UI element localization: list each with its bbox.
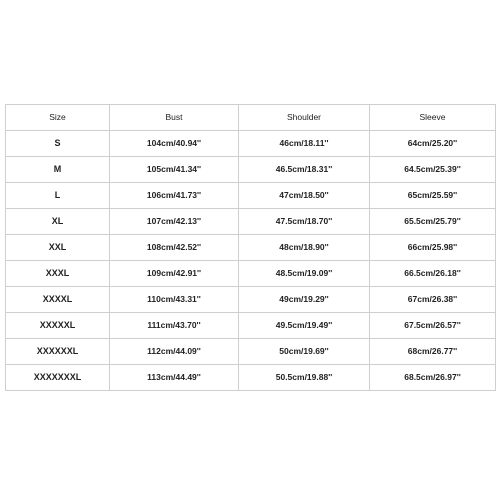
shoulder-cell: 49cm/19.29'' bbox=[239, 287, 370, 313]
table-row bbox=[6, 339, 496, 365]
size-chart-header bbox=[6, 105, 496, 131]
size-cell: XXXXXXXL bbox=[6, 365, 110, 391]
sleeve-cell: 67cm/26.38'' bbox=[370, 287, 496, 313]
sleeve-cell: 68cm/26.77'' bbox=[370, 339, 496, 365]
table-row bbox=[6, 235, 496, 261]
sleeve-cell: 65.5cm/25.79'' bbox=[370, 209, 496, 235]
size-cell: S bbox=[6, 131, 110, 157]
size-cell: XXXXXXL bbox=[6, 339, 110, 365]
table-row bbox=[6, 209, 496, 235]
size-cell: XXXL bbox=[6, 261, 110, 287]
header-sleeve: Sleeve bbox=[370, 105, 496, 131]
table-row bbox=[6, 157, 496, 183]
sleeve-cell: 64.5cm/25.39'' bbox=[370, 157, 496, 183]
bust-cell: 113cm/44.49'' bbox=[110, 365, 239, 391]
bust-cell: 112cm/44.09'' bbox=[110, 339, 239, 365]
sleeve-cell: 67.5cm/26.57'' bbox=[370, 313, 496, 339]
header-row bbox=[6, 105, 496, 131]
size-cell: XXXXXL bbox=[6, 313, 110, 339]
shoulder-cell: 46.5cm/18.31'' bbox=[239, 157, 370, 183]
shoulder-cell: 50.5cm/19.88'' bbox=[239, 365, 370, 391]
size-cell: L bbox=[6, 183, 110, 209]
table-row bbox=[6, 183, 496, 209]
sleeve-cell: 64cm/25.20'' bbox=[370, 131, 496, 157]
shoulder-cell: 47.5cm/18.70'' bbox=[239, 209, 370, 235]
bust-cell: 104cm/40.94'' bbox=[110, 131, 239, 157]
sleeve-cell: 65cm/25.59'' bbox=[370, 183, 496, 209]
size-chart-body bbox=[6, 131, 496, 391]
bust-cell: 107cm/42.13'' bbox=[110, 209, 239, 235]
shoulder-cell: 48cm/18.90'' bbox=[239, 235, 370, 261]
bust-cell: 105cm/41.34'' bbox=[110, 157, 239, 183]
sleeve-cell: 66cm/25.98'' bbox=[370, 235, 496, 261]
header-shoulder: Shoulder bbox=[239, 105, 370, 131]
shoulder-cell: 46cm/18.11'' bbox=[239, 131, 370, 157]
table-row bbox=[6, 131, 496, 157]
size-cell: XL bbox=[6, 209, 110, 235]
sleeve-cell: 66.5cm/26.18'' bbox=[370, 261, 496, 287]
sleeve-cell: 68.5cm/26.97'' bbox=[370, 365, 496, 391]
table-row bbox=[6, 287, 496, 313]
bust-cell: 110cm/43.31'' bbox=[110, 287, 239, 313]
bust-cell: 109cm/42.91'' bbox=[110, 261, 239, 287]
size-cell: XXXXL bbox=[6, 287, 110, 313]
shoulder-cell: 48.5cm/19.09'' bbox=[239, 261, 370, 287]
bust-cell: 108cm/42.52'' bbox=[110, 235, 239, 261]
header-size: Size bbox=[6, 105, 110, 131]
bust-cell: 111cm/43.70'' bbox=[110, 313, 239, 339]
table-row bbox=[6, 365, 496, 391]
size-cell: XXL bbox=[6, 235, 110, 261]
shoulder-cell: 49.5cm/19.49'' bbox=[239, 313, 370, 339]
table-row bbox=[6, 261, 496, 287]
header-bust: Bust bbox=[110, 105, 239, 131]
size-chart-table bbox=[5, 104, 496, 391]
size-cell: M bbox=[6, 157, 110, 183]
shoulder-cell: 50cm/19.69'' bbox=[239, 339, 370, 365]
shoulder-cell: 47cm/18.50'' bbox=[239, 183, 370, 209]
table-row bbox=[6, 313, 496, 339]
bust-cell: 106cm/41.73'' bbox=[110, 183, 239, 209]
